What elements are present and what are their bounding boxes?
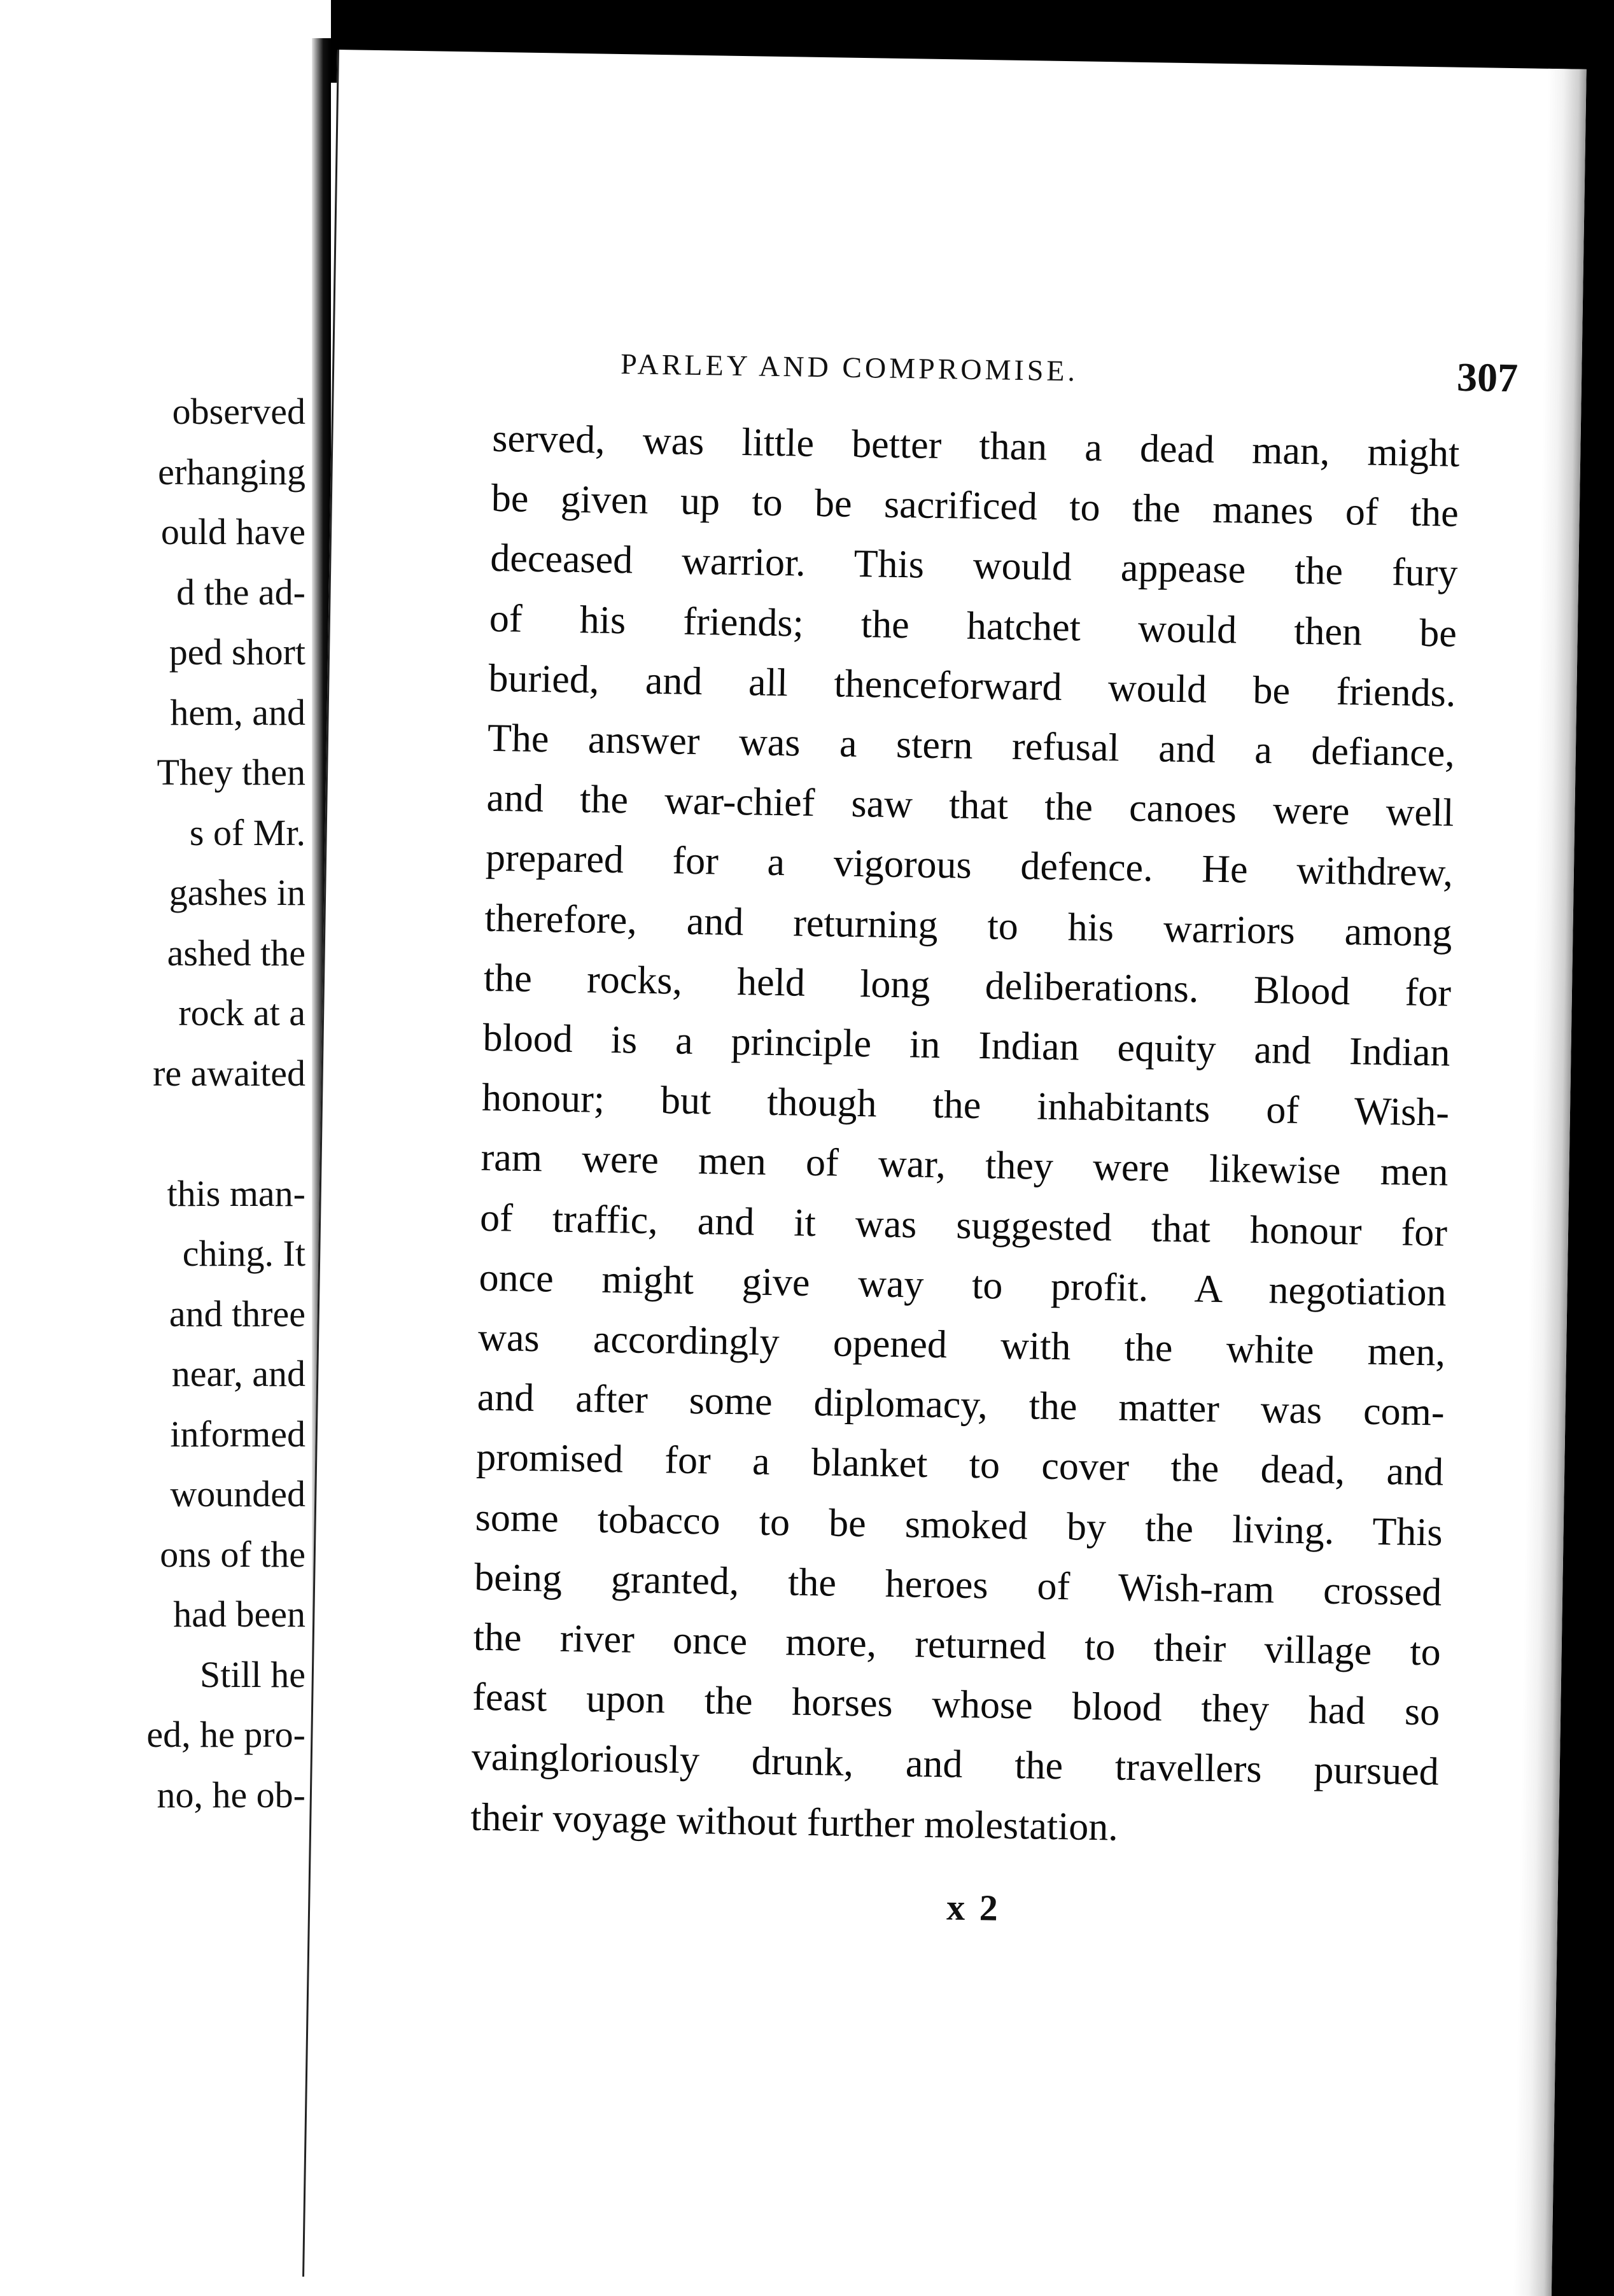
text-line: ram were men of war, they were likewise men: [481, 1136, 1449, 1195]
text-line: once might give way to profit. A negotiation: [479, 1256, 1447, 1315]
text-line: some tobacco to be smoked by the living. This: [475, 1495, 1443, 1555]
left-text-line: wounded: [170, 1473, 305, 1515]
text-line: buried, and all thenceforward would be friends.: [488, 656, 1456, 715]
left-text-line: ould have: [160, 511, 305, 552]
left-text-line: Still he: [200, 1653, 305, 1695]
left-text-line: erhanging: [158, 451, 305, 493]
left-page-fragment: [0, 38, 312, 2164]
text-line: therefore, and returning to his warriors among: [484, 896, 1452, 955]
text-line: being granted, the heroes of Wish-ram crossed: [474, 1555, 1442, 1614]
text-line: The answer was a stern refusal and a defiance,: [487, 716, 1456, 775]
left-text-line: this man-: [167, 1172, 305, 1214]
left-text-line: near, and: [171, 1353, 305, 1394]
text-line: served, was little better than a dead man, might: [491, 416, 1460, 475]
text-line: deceased warrior. This would appease the fury: [489, 536, 1458, 596]
body-text: [470, 409, 1460, 1862]
signature-mark: x 2: [946, 1886, 1001, 1929]
left-text-line: They then: [157, 752, 305, 793]
text-line: was accordingly opened with the white men,: [477, 1315, 1446, 1375]
left-text-line: ching. It: [182, 1233, 305, 1274]
text-line: be given up to be sacrificed to the manes of the: [491, 477, 1459, 535]
running-head: [620, 334, 1518, 412]
left-text-line: hem, and: [170, 691, 305, 733]
left-text-line: no, he ob-: [157, 1774, 305, 1816]
left-text-line: d the ad-: [176, 571, 305, 613]
text-line: the rocks, held long deliberations. Blood for: [483, 956, 1452, 1015]
left-text-line: re awaited: [153, 1052, 305, 1094]
page-number: 307: [1456, 354, 1519, 401]
text-line: vaingloriously drunk, and the travellers pursued: [471, 1735, 1440, 1794]
left-text-line: and three: [169, 1292, 305, 1334]
text-line: of traffic, and it was suggested that honour for: [479, 1196, 1448, 1255]
text-line: feast upon the horses whose blood they had so: [472, 1675, 1440, 1734]
left-text-line: ed, he pro-: [146, 1714, 305, 1755]
left-text-line: had been: [173, 1593, 305, 1635]
text-line: and the war-chief saw that the canoes were well: [486, 776, 1454, 835]
left-text-line: informed: [170, 1413, 305, 1455]
text-line: of his friends; the hatchet would then be: [489, 596, 1457, 655]
text-line: blood is a principle in Indian equity and Indian: [482, 1016, 1450, 1075]
left-text-line: gashes in: [169, 872, 305, 913]
text-line: the river once more, returned to their village to: [473, 1615, 1442, 1674]
text-line: honour; but though the inhabitants of Wish-: [481, 1076, 1450, 1135]
text-line: and after some diplomacy, the matter was com-: [477, 1375, 1445, 1434]
main-page: [302, 50, 1587, 2296]
text-line: promised for a blanket to cover the dead, and: [475, 1436, 1444, 1495]
text-line: prepared for a vigorous defence. He withdrew,: [485, 836, 1454, 895]
left-text-line: s of Mr.: [189, 811, 305, 853]
left-text-line: ashed the: [167, 932, 305, 974]
left-text-line: ons of the: [160, 1533, 305, 1575]
left-text-line: observed: [172, 391, 305, 432]
text-line: their voyage without further molestation.: [470, 1795, 1119, 1849]
running-title: PARLEY AND COMPROMISE.: [620, 347, 1079, 388]
left-text-line: ped short: [169, 631, 305, 673]
left-text-line: rock at a: [178, 992, 305, 1033]
